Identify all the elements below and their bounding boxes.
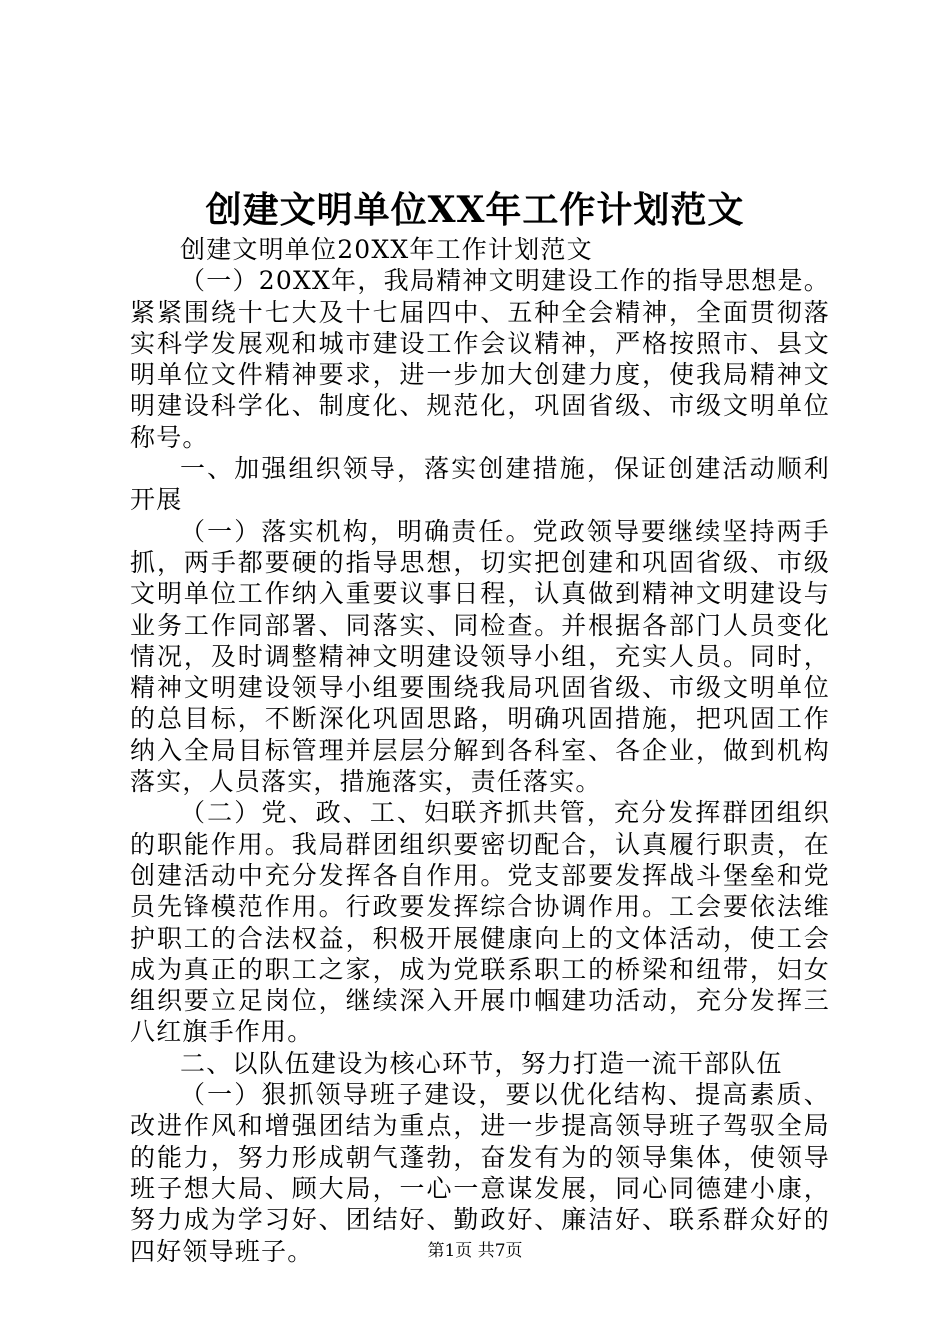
- document-title: 创建文明单位XX年工作计划范文: [205, 189, 745, 231]
- body-paragraph-organization: （一）落实机构，明确责任。党政领导要继续坚持两手抓，两手都要硬的指导思想，切实把创建和巩固省级、市级文明单位工作纳入重要议事日程，认真做到精神文明建设与业务工作同部署、同落实、同检查。并根据各部门人员变化情况，及时调整精神文明建设领导小组，充实人员。同时，精神文明建设领导小组要围绕我局巩固省级、市级文明单位的总目标，不断深化巩固思路，明确巩固措施，把巩固工作纳入全局目标管理并层层分解到各科室、各企业，做到机构落实，人员落实，措施落实，责任落实。: [130, 516, 830, 797]
- body-paragraph-guiding-principle: （一）20XX年，我局精神文明建设工作的指导思想是。紧紧围绕十七大及十七届四中、五种全会精神，全面贯彻落实科学发展观和城市建设工作会议精神，严格按照市、县文明单位文件精神要求，进一步加大创建力度，使我局精神文明建设科学化、制度化、规范化，巩固省级、市级文明单位称号。: [130, 266, 830, 452]
- page-footer: 第1页 共7页: [427, 1241, 523, 1261]
- body-paragraph-mass-organizations: （二）党、政、工、妇联齐抓共管，充分发挥群团组织的职能作用。我局群团组织要密切配合，认真履行职责，在创建活动中充分发挥各自作用。党支部要发挥战斗堡垒和党员先锋模范作用。行政要发挥综合协调作用。工会要依法维护职工的合法权益，积极开展健康向上的文体活动，使工会成为真正的职工之家，成为党联系职工的桥梁和纽带，妇女组织要立足岗位，继续深入开展巾帼建功活动，充分发挥三八红旗手作用。: [130, 798, 830, 1047]
- body-paragraph-subtitle: 创建文明单位20XX年工作计划范文: [180, 235, 593, 264]
- section-heading-1: 一、加强组织领导，落实创建措施，保证创建活动顺利开展: [130, 454, 830, 515]
- document-body: [130, 234, 830, 1267]
- body-paragraph-leadership: （一）狠抓领导班子建设，要以优化结构、提高素质、改进作风和增强团结为重点，进一步提高领导班子驾驭全局的能力，努力形成朝气蓬勃，奋发有为的领导集体，使领导班子想大局、顾大局，一心一意谋发展，同心同德建小康，努力成为学习好、团结好、勤政好、廉洁好、联系群众好的四好领导班子。: [130, 1080, 830, 1266]
- section-heading-2: 二、以队伍建设为核心环节，努力打造一流干部队伍: [180, 1048, 783, 1078]
